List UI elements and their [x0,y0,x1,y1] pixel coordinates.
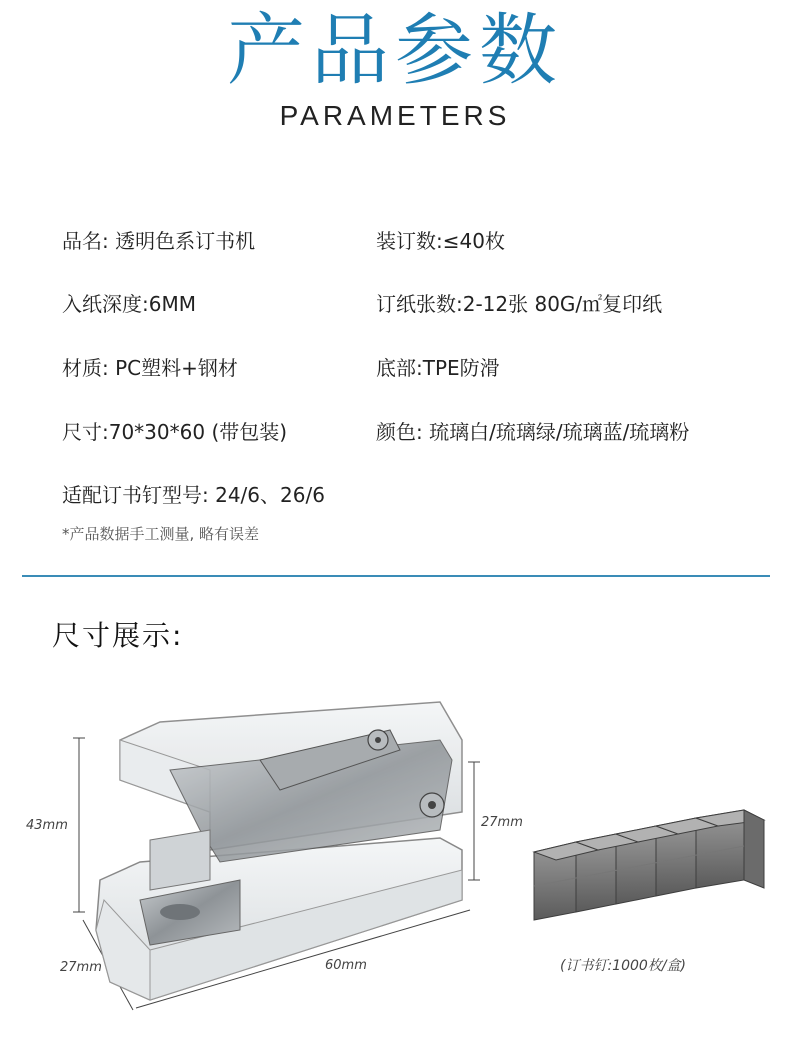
param-bottom: 底部:TPE防滑 [376,356,500,380]
param-paper: 订纸张数:2-12张 80G/㎡复印纸 [376,292,663,316]
param-size: 尺寸:70*30*60 (带包装) [62,420,288,444]
dimension-depth-label: 27mm [60,960,102,975]
param-material: 材质: PC塑料+钢材 [62,356,238,380]
param-depth: 入纸深度:6MM [62,292,196,316]
dimension-height-label: 43mm [26,818,68,833]
page-subtitle: PARAMETERS [279,100,511,131]
param-capacity: 装订数:≤40枚 [376,229,505,253]
staples-pack [534,810,764,920]
page-title: 产品参数 [226,6,563,96]
section-title: 尺寸展示: [52,619,184,652]
stapler [96,702,462,1000]
param-name: 品名: 透明色系订书机 [62,229,256,253]
dimension-side-height-label: 27mm [481,815,523,830]
staples-caption: (订书钉:1000枚/盒) [560,958,686,974]
dimension-length-label: 60mm [325,958,367,973]
measurement-note: *产品数据手工测量, 略有误差 [62,525,260,543]
param-staples: 适配订书钉型号: 24/6、26/6 [62,483,325,507]
param-colors: 颜色: 琉璃白/琉璃绿/琉璃蓝/琉璃粉 [376,420,690,444]
